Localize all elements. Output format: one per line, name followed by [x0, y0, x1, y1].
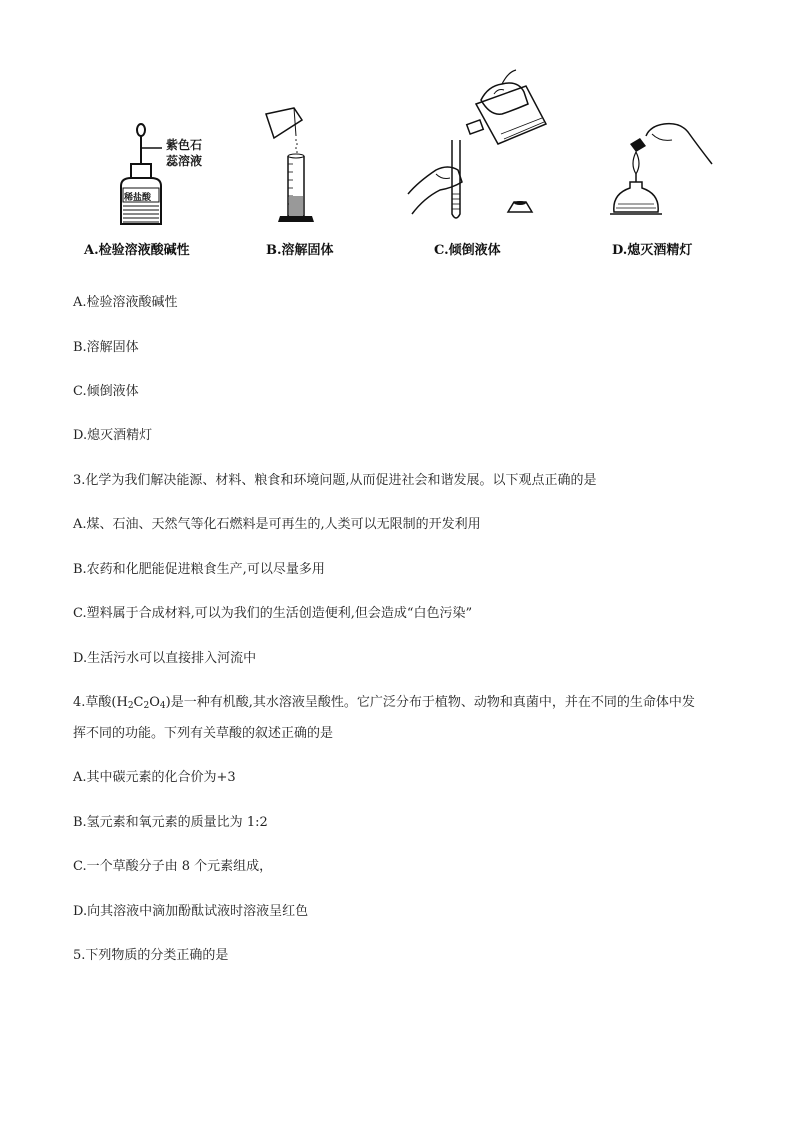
panel-a: [76, 64, 236, 264]
q3-option-a: A.煤、石油、天然气等化石燃料是可再生的,人类可以无限制的开发利用: [73, 517, 481, 532]
q4-stem-prefix: 4.草酸(H: [73, 695, 128, 710]
caption-c: C.倾倒液体: [434, 243, 501, 258]
panel-b: [256, 64, 366, 264]
panel-d: [606, 64, 726, 264]
dropper-bottle-illustration: [76, 64, 236, 234]
q4-option-c: C.一个草酸分子由 8 个元素组成，: [73, 859, 273, 874]
q4-option-b: B.氢元素和氧元素的质量比为 1:2: [73, 815, 268, 830]
graduated-cylinder-illustration: [256, 64, 366, 234]
q4-stem-suffix: )是一种有机酸,其水溶液呈酸性。它广泛分布于植物、动物和真菌中，并在不同的生命体中发: [165, 695, 695, 710]
caption-a: A.检验溶液酸碱性: [84, 243, 190, 258]
q2-option-c: C.倾倒液体: [73, 384, 139, 399]
q4-option-d: D.向其溶液中滴加酚酞试液时溶液呈红色: [73, 904, 309, 919]
caption-b: B.溶解固体: [266, 243, 334, 258]
q2-option-a: A.检验溶液酸碱性: [73, 295, 178, 310]
alcohol-lamp-illustration: [606, 64, 726, 234]
experiment-figure: [76, 64, 726, 264]
pouring-liquid-illustration: [406, 64, 576, 234]
q5-stem: 5.下列物质的分类正确的是: [73, 948, 229, 963]
q4-stem-line2: 挥不同的功能。下列有关草酸的叙述正确的是: [73, 726, 334, 741]
q3-stem: 3.化学为我们解决能源、材料、粮食和环境问题,从而促进社会和谐发展。以下观点正确的是: [73, 473, 597, 488]
panel-c: [406, 64, 576, 264]
q4-mid-c: C: [133, 695, 144, 710]
q4-sub-h: 2: [127, 701, 134, 711]
reagent-label-line2: 蕊溶液: [166, 154, 203, 168]
q4-stem: [73, 691, 695, 711]
q4-option-a: A.其中碳元素的化合价为+3: [73, 770, 236, 785]
q3-option-d: D.生活污水可以直接排入河流中: [73, 651, 257, 666]
caption-d: D.熄灭酒精灯: [612, 243, 693, 258]
bottle-label: 稀盐酸: [124, 193, 152, 203]
q4-sub-o: 4: [159, 701, 166, 711]
q3-option-b: B.农药和化肥能促进粮食生产,可以尽量多用: [73, 562, 325, 577]
reagent-label-line1: 紫色石: [166, 138, 203, 152]
q3-option-c: C.塑料属于合成材料,可以为我们的生活创造便利,但会造成“白色污染”: [73, 606, 473, 621]
reagent-label: [166, 137, 202, 169]
q2-option-d: D.熄灭酒精灯: [73, 428, 153, 443]
q4-mid-o: O: [149, 695, 160, 710]
q4-sub-c: 2: [143, 701, 150, 711]
q2-option-b: B.溶解固体: [73, 340, 139, 355]
